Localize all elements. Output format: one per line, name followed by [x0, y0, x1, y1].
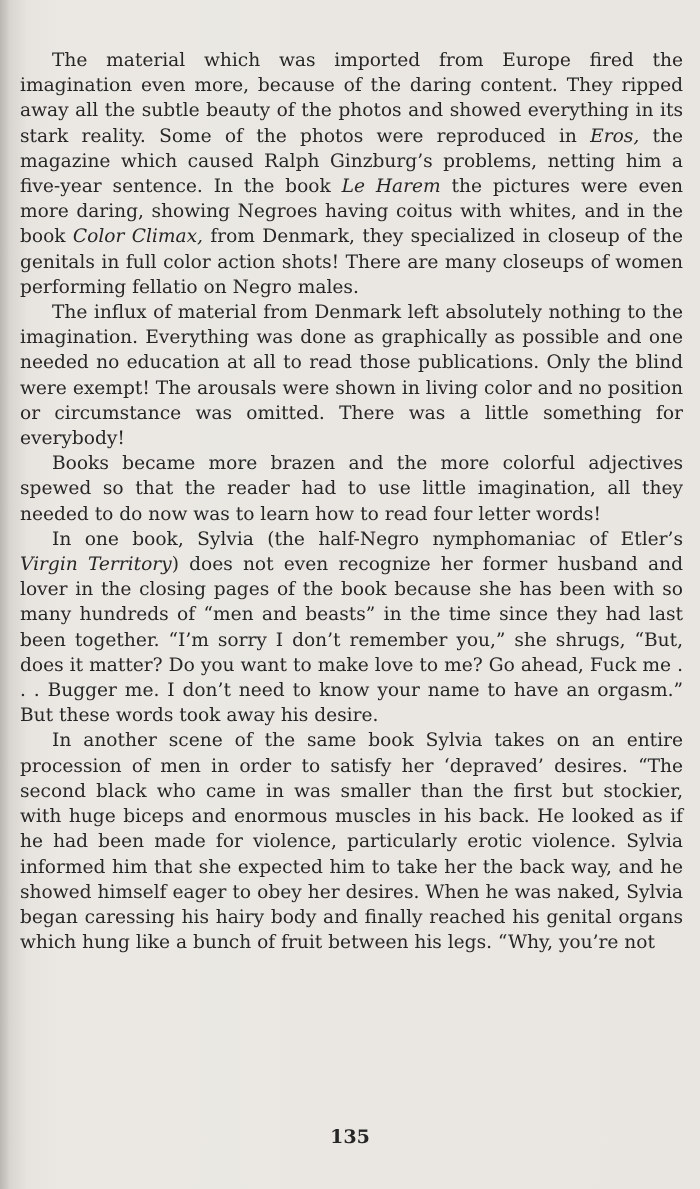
paragraph-5 — [20, 728, 683, 955]
text-segment: the magazine which caused Ralph Ginzburg’s problems, netting him a five-year sentence. In the book — [20, 125, 683, 198]
body-text — [20, 48, 683, 955]
text-segment: ) does not even recognize her former husband and lover in the closing pages of the book because she has been with so many hundreds of “men and beasts” in the time since they had last been together. “I’m sorry I don’t remember you,” she shrugs, “But, does it matter? Do you want to make love to me? Go ahead, Fuck me . . . Bugger me. I don’t need to know your name to have an orgasm.” But these words took away his desire. — [20, 554, 683, 727]
italic-title-text: Eros, — [590, 125, 640, 147]
text-segment: Books became more brazen and the more colorful adjectives spewed so that the reader had to use little imagination, all they needed to do now was to learn how to read four letter words! — [20, 453, 683, 525]
paragraph-3 — [20, 451, 683, 527]
text-segment: the pictures were even more daring, showing Negroes having coitus with whites, and in the book — [20, 176, 683, 248]
paragraph-2 — [20, 300, 683, 451]
paragraph-4 — [20, 527, 683, 729]
italic-title-text: Le Harem — [341, 176, 441, 198]
text-segment: from Denmark, they specialized in closeup of the genitals in full color action shots! There are many closeups of women performing fellatio on Negro males. — [20, 226, 683, 298]
italic-title-text: Virgin Territory — [20, 554, 172, 576]
text-segment: In another scene of the same book Sylvia takes on an entire procession of men in order to satisfy her ‘depraved’ desires. “The second black who came in was smaller than the first but stockier, with huge biceps and enormous muscles in his back. He looked as if he had been made for violence, particularly erotic violence. Sylvia informed him that she expected him to take her the back way, and he showed himself eager to obey her desires. When he was naked, Sylvia began caressing his hairy body and finally reached his genital organs which hung like a bunch of fruit between his legs. “Why, you’re not — [20, 730, 683, 954]
page-number: 135 — [330, 1126, 370, 1148]
italic-title-text: Color Climax, — [72, 226, 203, 248]
text-segment: In one book, Sylvia (the half-Negro nymphomaniac of Etler’s — [52, 528, 683, 550]
text-segment: The material which was imported from Europe fired the imagination even more, because of the daring content. They ripped away all the subtle beauty of the photos and showed everything in its stark reality. Some of the photos were reproduced in — [20, 50, 683, 147]
paragraph-1 — [20, 48, 683, 300]
text-segment: The influx of material from Denmark left absolutely nothing to the imagination. Everything was done as graphically as possible and one needed no education at all to read those publications. Only the blind were exempt! The arousals were shown in living color and no position or circumstance was omitted. There was a little something for everybody! — [20, 302, 683, 450]
